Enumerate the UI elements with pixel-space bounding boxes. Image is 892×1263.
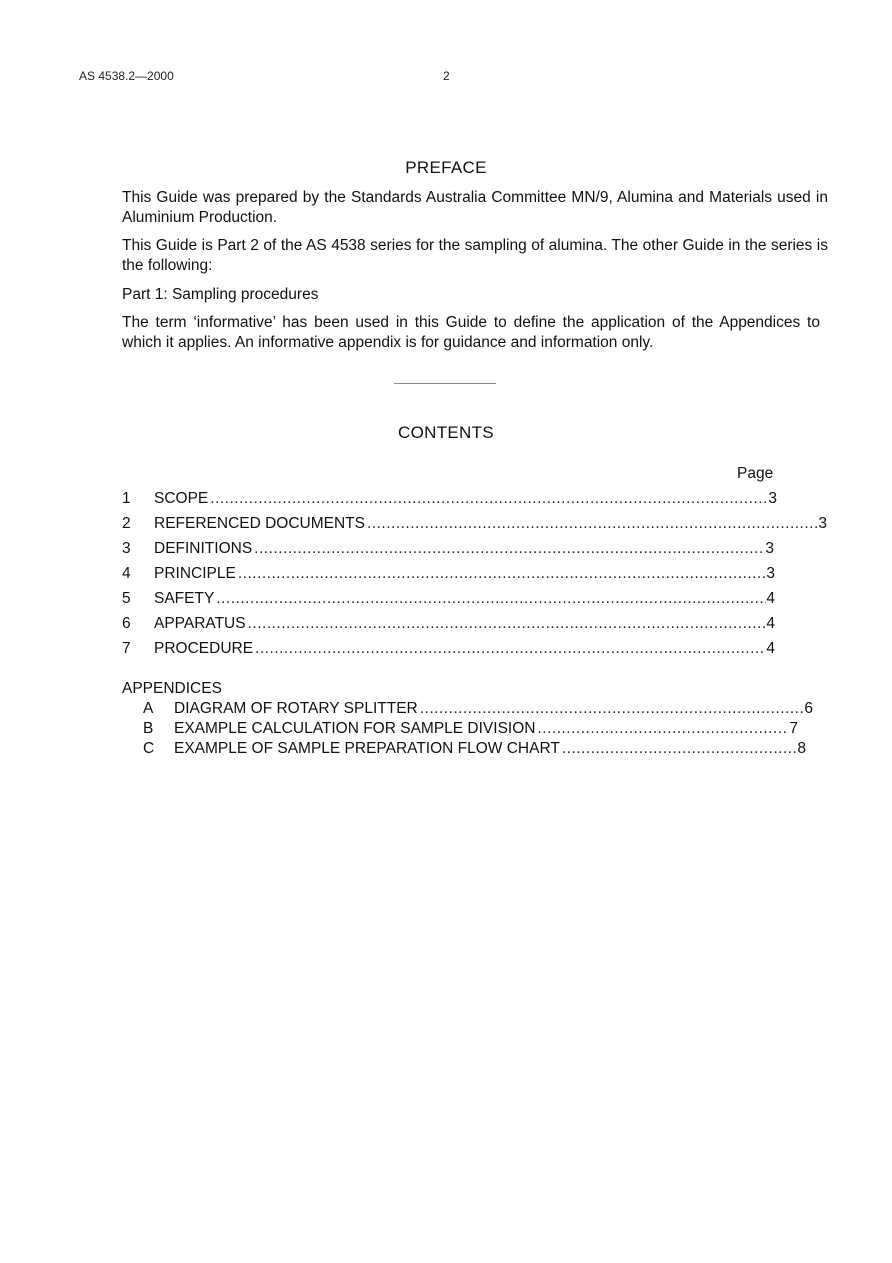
toc-entry-page: 4 — [766, 640, 775, 657]
dot-leader — [252, 539, 765, 559]
toc-entry-title: SAFETY — [154, 590, 215, 607]
appendix-page: 8 — [797, 740, 806, 757]
toc-entry-page: 3 — [768, 490, 777, 507]
preface-paragraph-1: This Guide was prepared by the Standards Australia Committee MN/9, Alumina and Materials used in Aluminium Production. — [122, 189, 828, 226]
toc-entry[interactable] — [122, 614, 775, 634]
dot-leader — [560, 739, 798, 759]
toc-entry-title: APPARATUS — [154, 615, 246, 632]
dot-leader — [246, 614, 767, 634]
toc-entry-title: PROCEDURE — [154, 640, 254, 657]
dot-leader — [418, 699, 805, 719]
preface-paragraph-3: Part 1: Sampling procedures — [122, 286, 319, 303]
toc-page-column-header: Page — [737, 465, 774, 482]
appendix-page: 7 — [789, 720, 798, 737]
toc-entry-page: 4 — [766, 615, 775, 632]
page-number: 2 — [443, 69, 450, 83]
dot-leader — [236, 564, 767, 584]
document-standard-number: AS 4538.2—2000 — [79, 69, 174, 83]
toc-entry[interactable] — [122, 514, 827, 534]
toc-entry-number: 7 — [122, 640, 131, 657]
toc-entry-number: 6 — [122, 615, 131, 632]
toc-entry-number: 5 — [122, 590, 131, 607]
appendix-page: 6 — [804, 700, 813, 717]
toc-entry[interactable] — [122, 489, 777, 509]
appendix-entry[interactable] — [143, 739, 806, 759]
appendix-entry[interactable] — [143, 699, 813, 719]
preface-paragraph-4: The term ‘informative’ has been used in this Guide to define the application of the Appendices to which it applies. An informative appendix is for guidance and information only. — [122, 314, 820, 351]
appendix-letter: A — [143, 700, 154, 717]
toc-entry-title: DEFINITIONS — [154, 540, 253, 557]
appendices-heading: APPENDICES — [122, 680, 222, 697]
toc-entry-page: 3 — [765, 540, 774, 557]
contents-heading: CONTENTS — [398, 423, 494, 442]
toc-entry-title: SCOPE — [154, 490, 209, 507]
appendix-letter: B — [143, 720, 154, 737]
dot-leader — [365, 514, 818, 534]
toc-entry-number: 1 — [122, 490, 131, 507]
dot-leader — [253, 639, 766, 659]
dot-leader — [214, 589, 766, 609]
section-divider — [394, 383, 496, 384]
toc-entry-page: 3 — [766, 565, 775, 582]
preface-heading: PREFACE — [405, 158, 487, 177]
toc-entry-page: 3 — [818, 515, 827, 532]
toc-entry-number: 3 — [122, 540, 131, 557]
appendix-title: EXAMPLE CALCULATION FOR SAMPLE DIVISION — [174, 720, 536, 737]
appendix-letter: C — [143, 740, 155, 757]
toc-entry[interactable] — [122, 589, 775, 609]
toc-entry[interactable] — [122, 564, 775, 584]
appendix-entry[interactable] — [143, 719, 798, 739]
dot-leader — [535, 719, 789, 739]
toc-entry-title: REFERENCED DOCUMENTS — [154, 515, 365, 532]
toc-entry[interactable] — [122, 639, 775, 659]
toc-entry-page: 4 — [766, 590, 775, 607]
toc-entry-title: PRINCIPLE — [154, 565, 236, 582]
preface-paragraph-2: This Guide is Part 2 of the AS 4538 series for the sampling of alumina. The other Guide in the series is the following: — [122, 237, 828, 274]
toc-entry[interactable] — [122, 539, 774, 559]
appendix-title: EXAMPLE OF SAMPLE PREPARATION FLOW CHART — [174, 740, 560, 757]
toc-entry-number: 4 — [122, 565, 131, 582]
appendix-title: DIAGRAM OF ROTARY SPLITTER — [174, 700, 418, 717]
toc-entry-number: 2 — [122, 515, 131, 532]
dot-leader — [208, 489, 768, 509]
